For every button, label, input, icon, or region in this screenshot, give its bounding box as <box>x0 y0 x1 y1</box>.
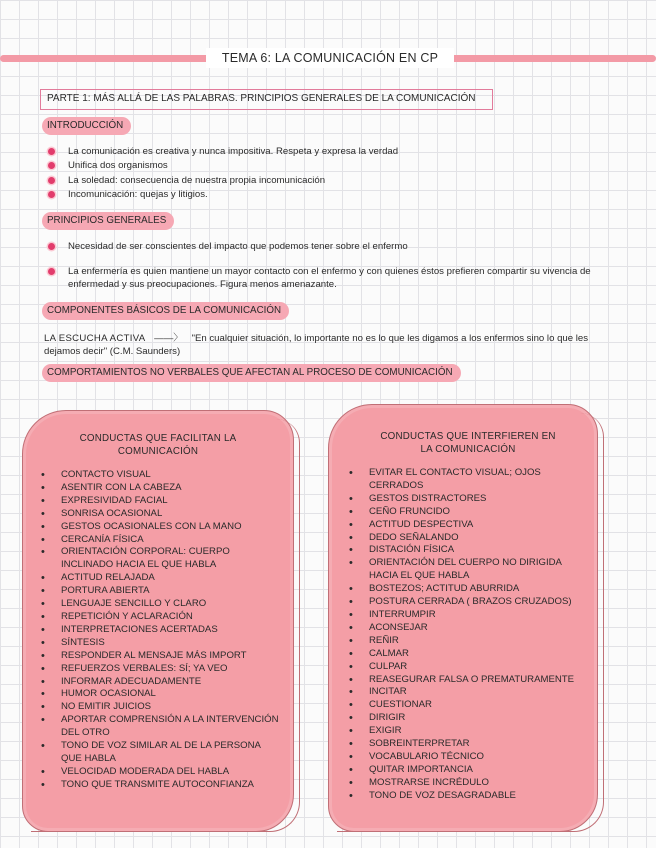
list-item: • BOSTEZOS; ACTITUD ABURRIDA <box>349 583 587 596</box>
heading-principios: PRINCIPIOS GENERALES <box>42 212 174 230</box>
list-item: • TONO QUE TRANSMITE AUTOCONFIANZA <box>41 779 281 792</box>
card-interfieren-title: CONDUCTAS QUE INTERFIEREN EN LA COMUNICACIÓN <box>380 431 556 455</box>
escucha-activa <box>44 332 614 358</box>
list-item: • SÍNTESIS <box>41 637 281 650</box>
list-item: • REASEGURAR FALSA O PREMATURAMENTE <box>349 674 587 687</box>
list-item: • EVITAR EL CONTACTO VISUAL; OJOS CERRADOS <box>349 467 587 493</box>
list-item: • SONRISA OCASIONAL <box>41 508 281 521</box>
list-item: • ORIENTACIÓN DEL CUERPO NO DIRIGIDA HACIA EL QUE HABLA <box>349 557 587 583</box>
title-banner <box>0 48 656 68</box>
list-item: • HUMOR OCASIONAL <box>41 688 281 701</box>
list-item: • CUESTIONAR <box>349 699 587 712</box>
list-item: • DISTACIÓN FÍSICA <box>349 544 587 557</box>
list-item: • INTERRUMPIR <box>349 609 587 622</box>
card-interfieren <box>328 404 598 832</box>
list-item: • ACONSEJAR <box>349 622 587 635</box>
heading-componentes: COMPONENTES BÁSICOS DE LA COMUNICACIÓN <box>42 302 289 320</box>
list-item: • CULPAR <box>349 661 587 674</box>
bullet-dot <box>48 148 55 155</box>
bullet-dot <box>48 177 55 184</box>
list-item: • RESPONDER AL MENSAJE MÁS IMPORT <box>41 650 281 663</box>
list-item: • SOBREINTERPRETAR <box>349 738 587 751</box>
list-item: • INTERPRETACIONES ACERTADAS <box>41 624 281 637</box>
arrow-icon: ——〉 <box>154 333 183 344</box>
list-item: • EXIGIR <box>349 725 587 738</box>
facilitan-list <box>41 469 281 792</box>
list-item: • QUITAR IMPORTANCIA <box>349 764 587 777</box>
bullet-dot <box>48 243 55 250</box>
escucha-label: LA ESCUCHA ACTIVA <box>44 333 146 344</box>
list-item: • REÑIR <box>349 635 587 648</box>
list-item: • REPETICIÓN Y ACLARACIÓN <box>41 611 281 624</box>
list-item: • GESTOS DISTRACTORES <box>349 493 587 506</box>
card-facilitan <box>22 410 294 832</box>
page-title: TEMA 6: LA COMUNICACIÓN EN CP <box>206 48 454 68</box>
list-item: • LENGUAJE SENCILLO Y CLARO <box>41 598 281 611</box>
bullet-dot <box>48 162 55 169</box>
list-item: • NO EMITIR JUICIOS <box>41 701 281 714</box>
list-item: • EXPRESIVIDAD FACIAL <box>41 495 281 508</box>
part-title: PARTE 1: MÁS ALLÁ DE LAS PALABRAS. PRINCIPIOS GENERALES DE LA COMUNICACIÓN <box>40 89 493 110</box>
list-item: • POSTURA CERRADA ( BRAZOS CRUZADOS) <box>349 596 587 609</box>
heading-introduccion: INTRODUCCIÓN <box>42 117 131 135</box>
list-item: • PORTURA ABIERTA <box>41 585 281 598</box>
list-item: • APORTAR COMPRENSIÓN A LA INTERVENCIÓN DEL OTRO <box>41 714 281 740</box>
list-item: • ACTITUD RELAJADA <box>41 572 281 585</box>
bullet-dot <box>48 191 55 198</box>
list-item: • ORIENTACIÓN CORPORAL: CUERPO INCLINADO HACIA EL QUE HABLA <box>41 546 281 572</box>
list-item: • DEDO SEÑALANDO <box>349 532 587 545</box>
list-item: • CERCANÍA FÍSICA <box>41 534 281 547</box>
list-item: • INFORMAR ADECUADAMENTE <box>41 676 281 689</box>
escucha-quote: "En cualquier situación, lo importante no es lo que les digamos a los enfermos sino lo que les dejamos decir" (C.M. Saunders) <box>44 333 589 357</box>
bullet-dot <box>48 268 55 275</box>
list-item: • CONTACTO VISUAL <box>41 469 281 482</box>
list-item: • TONO DE VOZ DESAGRADABLE <box>349 790 587 803</box>
list-item: • ACTITUD DESPECTIVA <box>349 519 587 532</box>
list-item: • VELOCIDAD MODERADA DEL HABLA <box>41 766 281 779</box>
list-item: • ASENTIR CON LA CABEZA <box>41 482 281 495</box>
list-item: • VOCABULARIO TÉCNICO <box>349 751 587 764</box>
list-item: • CEÑO FRUNCIDO <box>349 506 587 519</box>
list-item: • REFUERZOS VERBALES: SÍ; YA VEO <box>41 663 281 676</box>
interfieren-list <box>349 467 587 803</box>
list-item: • CALMAR <box>349 648 587 661</box>
list-item: • TONO DE VOZ SIMILAR AL DE LA PERSONA QUE HABLA <box>41 740 281 766</box>
list-item: • GESTOS OCASIONALES CON LA MANO <box>41 521 281 534</box>
card-facilitan-title: CONDUCTAS QUE FACILITAN LA COMUNICACIÓN <box>79 433 237 457</box>
heading-comportamientos: COMPORTAMIENTOS NO VERBALES QUE AFECTAN AL PROCESO DE COMUNICACIÓN <box>42 364 461 382</box>
list-item: • DIRIGIR <box>349 712 587 725</box>
list-item: • INCITAR <box>349 686 587 699</box>
list-item: • MOSTRARSE INCRÉDULO <box>349 777 587 790</box>
